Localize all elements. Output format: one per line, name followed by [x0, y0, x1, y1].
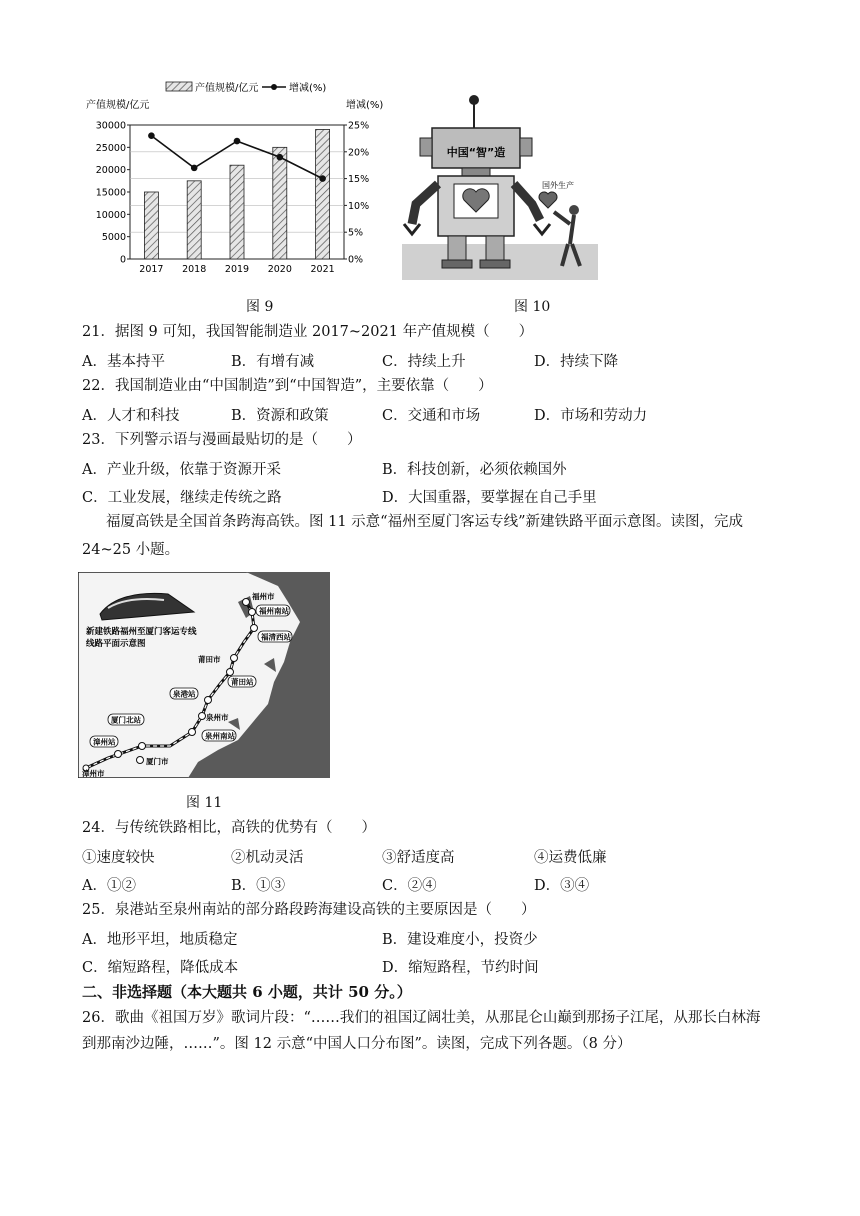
q22-option-b[interactable]: B．资源和政策	[231, 408, 329, 424]
y-tick-right-label: 0%	[348, 254, 364, 266]
growth-point-2019	[234, 138, 241, 145]
figure9-caption: 图 9	[246, 299, 274, 315]
intro-line-1: 福厦高铁是全国首条跨海高铁。图 11 示意“福州至厦门客运专线”新建铁路平面示意图。读图，完成	[106, 514, 743, 530]
x-tick-label: 2017	[139, 264, 164, 275]
bar-2018	[187, 181, 201, 259]
robot-arm-right	[514, 184, 540, 220]
y-tick-left-label: 15000	[95, 187, 126, 199]
q25-option-d[interactable]: D．缩短路程，节约时间	[382, 960, 539, 976]
y-axis-right-title: 增减(%)	[346, 100, 384, 111]
q24-item-1: ①速度较快	[82, 850, 155, 866]
label-zhangzhou: 漳州站	[93, 737, 116, 747]
figure9	[82, 74, 392, 286]
label-zhangzhou-city: 漳州市	[82, 769, 105, 778]
label-putian: 莆田站	[231, 677, 254, 687]
y-tick-left-label: 20000	[95, 165, 126, 177]
label-fuqing-west: 福清西站	[261, 632, 291, 642]
robot-foot-left	[442, 260, 472, 268]
y-tick-right-label: 20%	[348, 147, 370, 159]
q26-line-1: 26．歌曲《祖国万岁》歌词片段：“……我们的祖国辽阔壮美，从那昆仑山巅到那扬子江尾，从那长白林海	[82, 1010, 761, 1026]
station-quangang	[205, 697, 212, 704]
person-head	[569, 205, 579, 215]
q25-stem: 25．泉港站至泉州南站的部分路段跨海建设高铁的主要原因是（ ）	[82, 902, 536, 918]
q21-option-b[interactable]: B．有增有减	[231, 354, 315, 370]
robot-arm-left	[412, 184, 438, 224]
section2-title: 二、非选择题（本大题共 6 小题，共计 50 分。）	[82, 983, 412, 1001]
q26-line-2: 到那南沙边陲，……”。图 12 示意“中国人口分布图”。读图，完成下列各题。（8 分）	[82, 1036, 632, 1052]
x-tick-label: 2018	[182, 264, 207, 275]
station-xiamen-north	[139, 743, 146, 750]
x-tick-label: 2020	[267, 264, 292, 275]
robot-claw-right	[534, 224, 550, 234]
q22-option-c[interactable]: C．交通和市场	[382, 408, 481, 424]
y-tick-left-label: 30000	[95, 120, 126, 132]
station-fuzhou-south	[249, 609, 256, 616]
x-tick-label: 2021	[310, 264, 335, 275]
robot-leg-left	[448, 236, 466, 262]
robot-leg-right	[486, 236, 504, 262]
station-fuqing-west	[251, 625, 258, 632]
q24-option-b[interactable]: B．①③	[231, 878, 286, 894]
q23-option-b[interactable]: B．科技创新，必须依赖国外	[382, 462, 567, 478]
q24-option-a[interactable]: A．①②	[82, 878, 136, 894]
q24-option-d[interactable]: D．③④	[534, 878, 590, 894]
q22-option-d[interactable]: D．市场和劳动力	[534, 408, 648, 424]
growth-point-2021	[319, 175, 326, 182]
q24-stem: 24．与传统铁路相比，高铁的优势有（ ）	[82, 820, 376, 836]
q25-option-b[interactable]: B．建设难度小，投资少	[382, 932, 538, 948]
q25-option-c[interactable]: C．缩短路程，降低成本	[82, 960, 239, 976]
bar-2021	[316, 129, 330, 259]
small-heart-icon	[539, 192, 557, 208]
label-quangang: 泉港站	[173, 689, 196, 699]
robot-ear-right	[520, 138, 532, 156]
robot-foot-right	[480, 260, 510, 268]
station-putian-city	[231, 655, 238, 662]
station-xiamen-city	[137, 757, 144, 764]
q21-stem: 21．据图 9 可知，我国智能制造业 2017~2021 年产值规模（ ）	[82, 324, 534, 340]
map-title-line-1: 新建铁路福州至厦门客运专线	[86, 627, 197, 637]
station-putian	[227, 669, 234, 676]
bar-2017	[144, 192, 158, 259]
growth-point-2017	[148, 132, 155, 139]
q23-option-c[interactable]: C．工业发展，继续走传统之路	[82, 490, 282, 506]
figure10-caption: 图 10	[514, 299, 551, 315]
antenna-ball	[469, 95, 479, 105]
y-tick-right-label: 10%	[348, 200, 370, 212]
figure10-cartoon	[402, 84, 598, 284]
robot-ear-left	[420, 138, 432, 156]
person-label: 国外生产	[542, 181, 574, 190]
q22-option-a[interactable]: A．人才和科技	[82, 408, 180, 424]
q23-stem: 23．下列警示语与漫画最贴切的是（ ）	[82, 432, 362, 448]
legend-line-label: 增减(%)	[289, 83, 327, 94]
q24-option-c[interactable]: C．②④	[382, 878, 437, 894]
label-quanzhou-city: 泉州市	[206, 713, 229, 722]
bar-2019	[230, 165, 244, 259]
figure11-caption: 图 11	[186, 795, 223, 811]
label-putian-city: 莆田市	[198, 655, 221, 664]
q22-stem: 22．我国制造业由“中国制造”到“中国智造”，主要依靠（ ）	[82, 378, 493, 394]
y-tick-right-label: 15%	[348, 174, 370, 186]
robot-label: 中国“智”造	[446, 146, 506, 159]
q21-option-a[interactable]: A．基本持平	[82, 354, 165, 370]
robot-claw-left	[404, 224, 420, 234]
y-tick-left-label: 25000	[95, 142, 126, 154]
robot-neck	[462, 168, 490, 176]
q23-option-d[interactable]: D．大国重器，要掌握在自己手里	[382, 490, 597, 506]
label-quanzhou-south: 泉州南站	[205, 731, 235, 741]
station-fuzhou-city	[243, 599, 250, 606]
figure10	[402, 84, 598, 284]
growth-point-2018	[191, 165, 198, 172]
label-xiamen-north: 厦门北站	[111, 715, 141, 725]
legend-bar-swatch	[166, 82, 192, 91]
bar-2020	[273, 147, 287, 259]
figure9-chart	[82, 74, 392, 286]
q24-item-4: ④运费低廉	[534, 850, 607, 866]
station-zhangzhou	[115, 751, 122, 758]
y-tick-right-label: 5%	[348, 227, 364, 239]
legend-bar-label: 产值规模/亿元	[195, 83, 259, 94]
legend-line-marker	[271, 84, 277, 90]
y-axis-left-title: 产值规模/亿元	[86, 100, 150, 111]
y-tick-left-label: 5000	[101, 232, 126, 244]
station-quanzhou-city	[199, 713, 206, 720]
q24-item-3: ③舒适度高	[382, 850, 455, 866]
label-fuzhou-city: 福州市	[252, 592, 275, 601]
q23-option-a[interactable]: A．产业升级，依靠于资源开采	[82, 462, 281, 478]
intro-line-2: 24~25 小题。	[82, 542, 180, 558]
label-fuzhou-south: 福州南站	[259, 606, 289, 616]
y-tick-right-label: 25%	[348, 120, 370, 132]
map-title-line-2: 线路平面示意图	[86, 639, 146, 649]
q24-item-2: ②机动灵活	[231, 850, 304, 866]
y-tick-left-label: 0	[119, 254, 126, 266]
x-tick-label: 2019	[224, 264, 250, 275]
q21-option-c[interactable]: C．持续上升	[382, 354, 466, 370]
growth-point-2020	[277, 154, 284, 161]
figure11-map	[78, 572, 330, 778]
q25-option-a[interactable]: A．地形平坦，地质稳定	[82, 932, 238, 948]
label-xiamen-city: 厦门市	[146, 757, 169, 766]
figure11	[78, 572, 330, 778]
y-tick-left-label: 10000	[95, 209, 126, 221]
q21-option-d[interactable]: D．持续下降	[534, 354, 619, 370]
station-quanzhou-south	[189, 729, 196, 736]
